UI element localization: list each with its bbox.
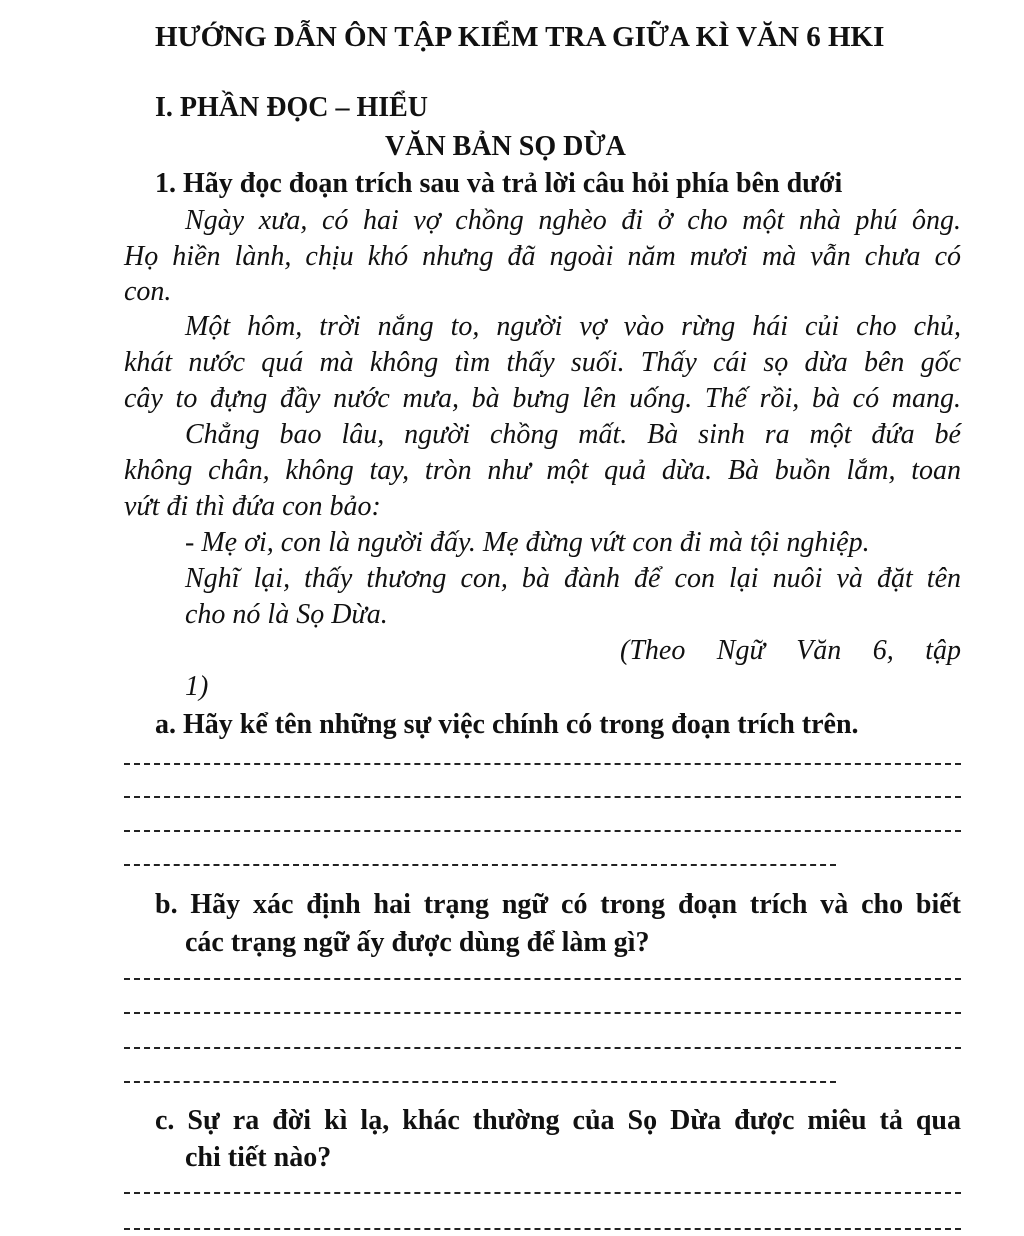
exercise-instruction: 1. Hãy đọc đoạn trích sau và trả lời câu hỏi phía bên dưới (155, 168, 843, 199)
answer-line[interactable] (124, 796, 961, 798)
question-a: a. Hãy kể tên những sự việc chính có trong đoạn trích trên. (155, 709, 859, 740)
page-title: HƯỚNG DẪN ÔN TẬP KIỂM TRA GIỮA KÌ VĂN 6 HKI (155, 21, 885, 53)
passage-line: cây to đựng đầy nước mưa, bà bưng lên uống. Thế rồi, bà có mang. (124, 383, 961, 414)
question-c: c. Sự ra đời kì lạ, khác thường của Sọ Dừa được miêu tả qua (155, 1105, 961, 1136)
answer-line[interactable] (124, 1081, 836, 1083)
answer-line[interactable] (124, 1047, 961, 1049)
text-subheading: VĂN BẢN SỌ DỪA (385, 131, 626, 162)
passage-line: khát nước quá mà không tìm thấy suối. Thấy cái sọ dừa bên gốc (124, 347, 961, 378)
answer-line[interactable] (124, 1192, 961, 1194)
question-b-continued: các trạng ngữ ấy được dùng để làm gì? (185, 927, 650, 958)
passage-line: Một hôm, trời nắng to, người vợ vào rừng hái củi cho chủ, (185, 311, 961, 342)
question-c-continued: chi tiết nào? (185, 1142, 332, 1173)
passage-line: Ngày xưa, có hai vợ chồng nghèo đi ở cho một nhà phú ông. (185, 205, 961, 236)
passage-line: Nghĩ lại, thấy thương con, bà đành để con lại nuôi và đặt tên (185, 563, 961, 594)
source-citation: (Theo Ngữ Văn 6, tập (620, 635, 961, 666)
passage-line: vứt đi thì đứa con bảo: (124, 491, 381, 522)
answer-line[interactable] (124, 830, 961, 832)
answer-line[interactable] (124, 763, 961, 765)
passage-line: con. (124, 276, 172, 307)
passage-line: không chân, không tay, tròn như một quả dừa. Bà buồn lắm, toan (124, 455, 961, 486)
question-b: b. Hãy xác định hai trạng ngữ có trong đoạn trích và cho biết (155, 889, 961, 920)
answer-line[interactable] (124, 1012, 961, 1014)
answer-line[interactable] (124, 1228, 961, 1230)
source-citation-continued: 1) (185, 671, 209, 702)
section-heading: I. PHẦN ĐỌC – HIỂU (155, 92, 429, 123)
passage-line: cho nó là Sọ Dừa. (185, 599, 388, 630)
answer-line[interactable] (124, 978, 961, 980)
passage-line: Họ hiền lành, chịu khó nhưng đã ngoài năm mươi mà vẫn chưa có (124, 241, 961, 272)
passage-line: - Mẹ ơi, con là người đấy. Mẹ đừng vứt con đi mà tội nghiệp. (185, 527, 870, 558)
passage-line: Chẳng bao lâu, người chồng mất. Bà sinh ra một đứa bé (185, 419, 961, 450)
answer-line[interactable] (124, 864, 836, 866)
